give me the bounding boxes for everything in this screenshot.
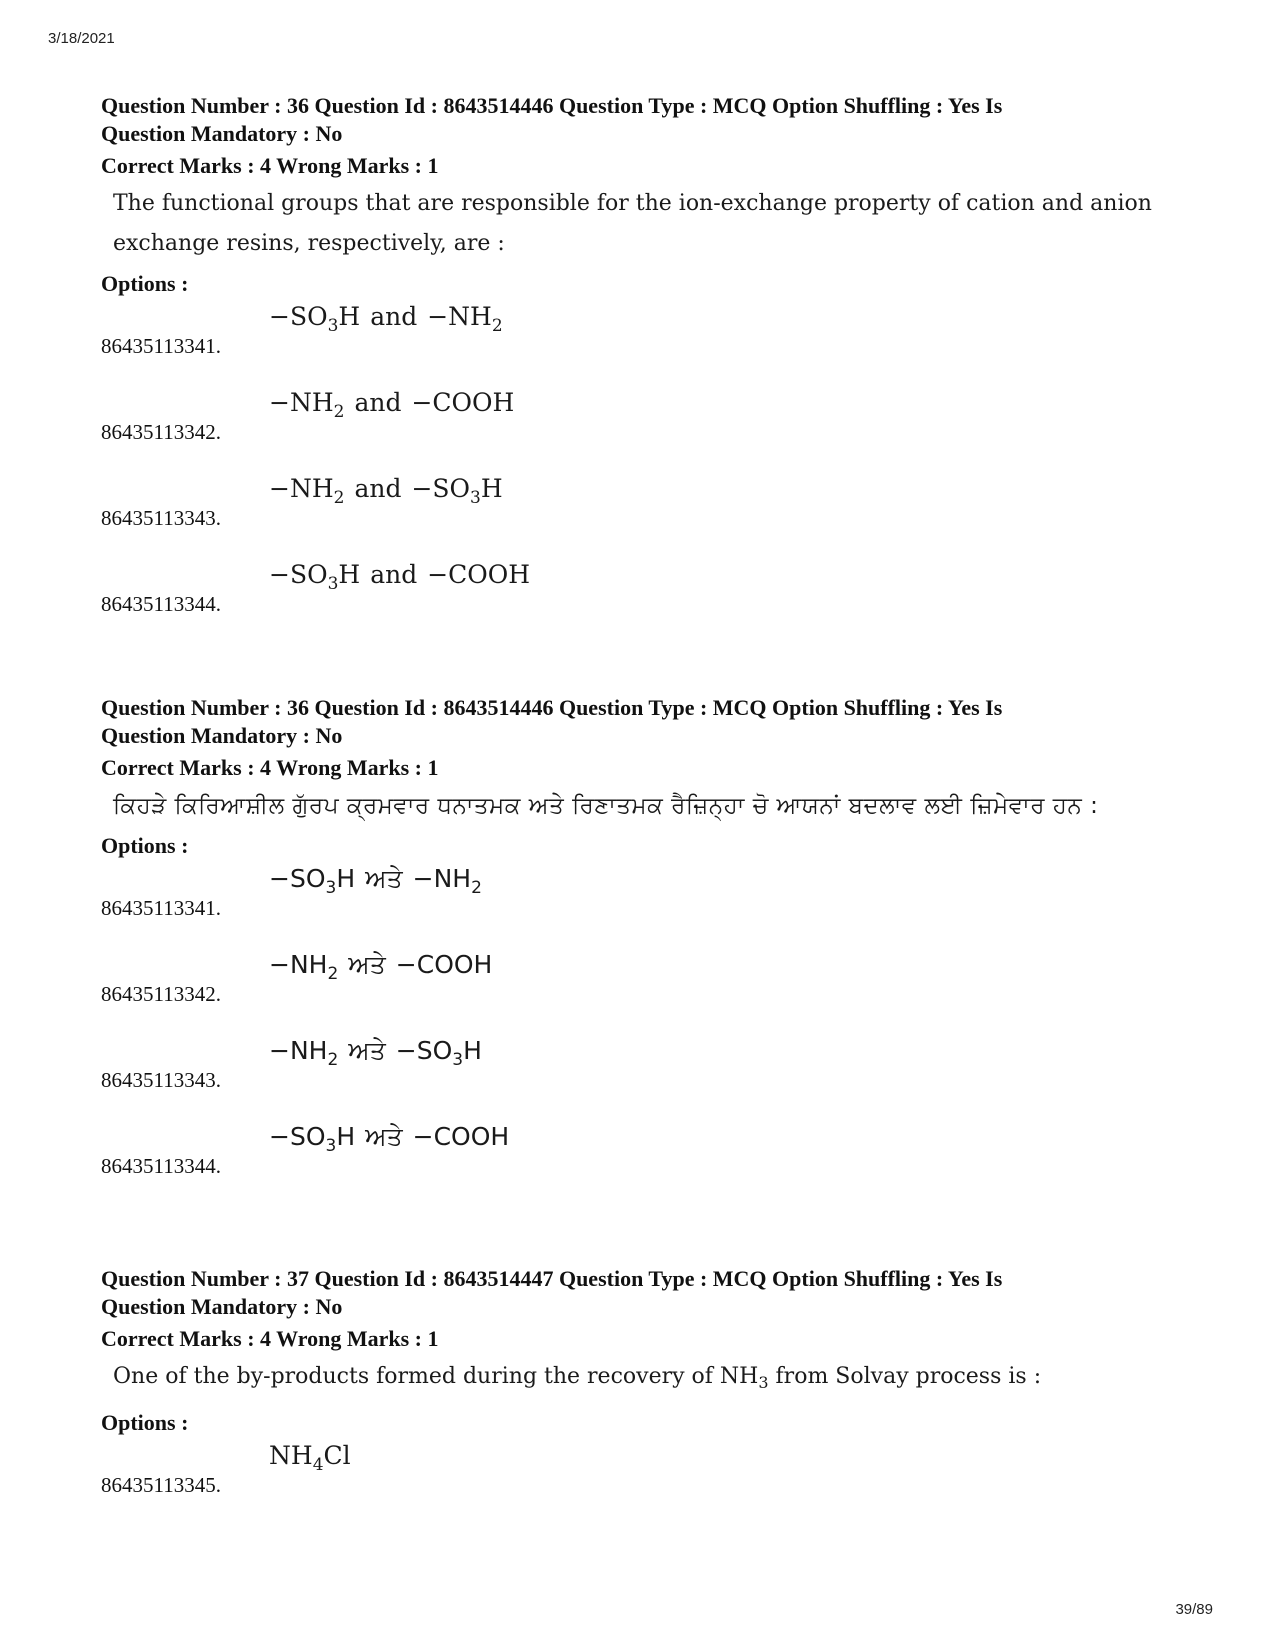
question-block-36-english [101, 92, 1181, 642]
question-block-37 [101, 1265, 1181, 1523]
option-id: 86435113341. [101, 896, 221, 920]
option-list [101, 1437, 1181, 1523]
option-id: 86435113342. [101, 982, 221, 1006]
question-text: One of the by-products formed during the recovery of $NH_3$ from Solvay process is : [113, 1364, 1042, 1392]
marks-line: Correct Marks : 4 Wrong Marks : 1 [101, 153, 439, 178]
option-formula: $-NH_2$ ਅਤੇ −COOH [269, 950, 493, 984]
option-formula: $-SO_3H$ and −COOH [269, 560, 531, 594]
question-text: ਕਿਹੜੇ ਕਿਰਿਆਸ਼ੀਲ ਗੁੱਰਪ ਕ੍ਰਮਵਾਰ ਧਨਾਤਮਕ ਅਤੇ ਰਿਣਾਤਮਕ ਰੈਜ਼ਿਨ੍ਹਾ ਚੋ ਆਯਨਾਂ ਬਦਲਾਵ ਲਈ ਜ਼ਿਮੇਵਾਰ ਹਨ : [113, 793, 1099, 819]
option-item [101, 298, 1181, 384]
option-item [101, 470, 1181, 556]
options-label: Options : [101, 271, 189, 296]
question-block-36-punjabi [101, 694, 1181, 1204]
question-header: Question Number : 37 Question Id : 8643514447 Question Type : MCQ Option Shuffling : Yes Is Question Mandatory : No [101, 1266, 1003, 1319]
option-id: 86435113344. [101, 1154, 221, 1178]
question-header: Question Number : 36 Question Id : 8643514446 Question Type : MCQ Option Shuffling : Yes Is Question Mandatory : No [101, 695, 1003, 748]
option-id: 86435113342. [101, 420, 221, 444]
question-text: The functional groups that are responsible for the ion-exchange property of cation and anion exchange resins, respectively, are : [113, 191, 1152, 256]
option-item [101, 556, 1181, 642]
print-date: 3/18/2021 [48, 30, 115, 47]
marks-line: Correct Marks : 4 Wrong Marks : 1 [101, 755, 439, 780]
option-item [101, 1437, 1181, 1523]
option-item [101, 1118, 1181, 1204]
option-id: 86435113343. [101, 1068, 221, 1092]
options-label: Options : [101, 833, 189, 858]
option-item [101, 946, 1181, 1032]
option-formula: $-SO_3H$ ਅਤੇ −COOH [269, 1122, 510, 1156]
option-formula: $-NH_2$ and −COOH [269, 388, 515, 422]
option-id: 86435113344. [101, 592, 221, 616]
option-formula: $-NH_2$ and $-SO_3H$ [269, 474, 503, 508]
option-id: 86435113341. [101, 334, 221, 358]
option-formula: $-SO_3H$ ਅਤੇ $-NH_2$ [269, 864, 482, 898]
option-formula: $-NH_2$ ਅਤੇ $-SO_3H$ [269, 1036, 482, 1070]
option-id: 86435113345. [101, 1473, 221, 1497]
option-formula: $-SO_3H$ and $-NH_2$ [269, 302, 503, 336]
options-label: Options : [101, 1410, 189, 1435]
option-item [101, 860, 1181, 946]
option-id: 86435113343. [101, 506, 221, 530]
option-item [101, 1032, 1181, 1118]
marks-line: Correct Marks : 4 Wrong Marks : 1 [101, 1326, 439, 1351]
option-list [101, 860, 1181, 1204]
option-formula: $NH_4Cl$ [269, 1441, 351, 1475]
option-list [101, 298, 1181, 642]
option-item [101, 384, 1181, 470]
question-header: Question Number : 36 Question Id : 8643514446 Question Type : MCQ Option Shuffling : Yes Is Question Mandatory : No [101, 93, 1003, 146]
page-number: 39/89 [1175, 1601, 1213, 1618]
